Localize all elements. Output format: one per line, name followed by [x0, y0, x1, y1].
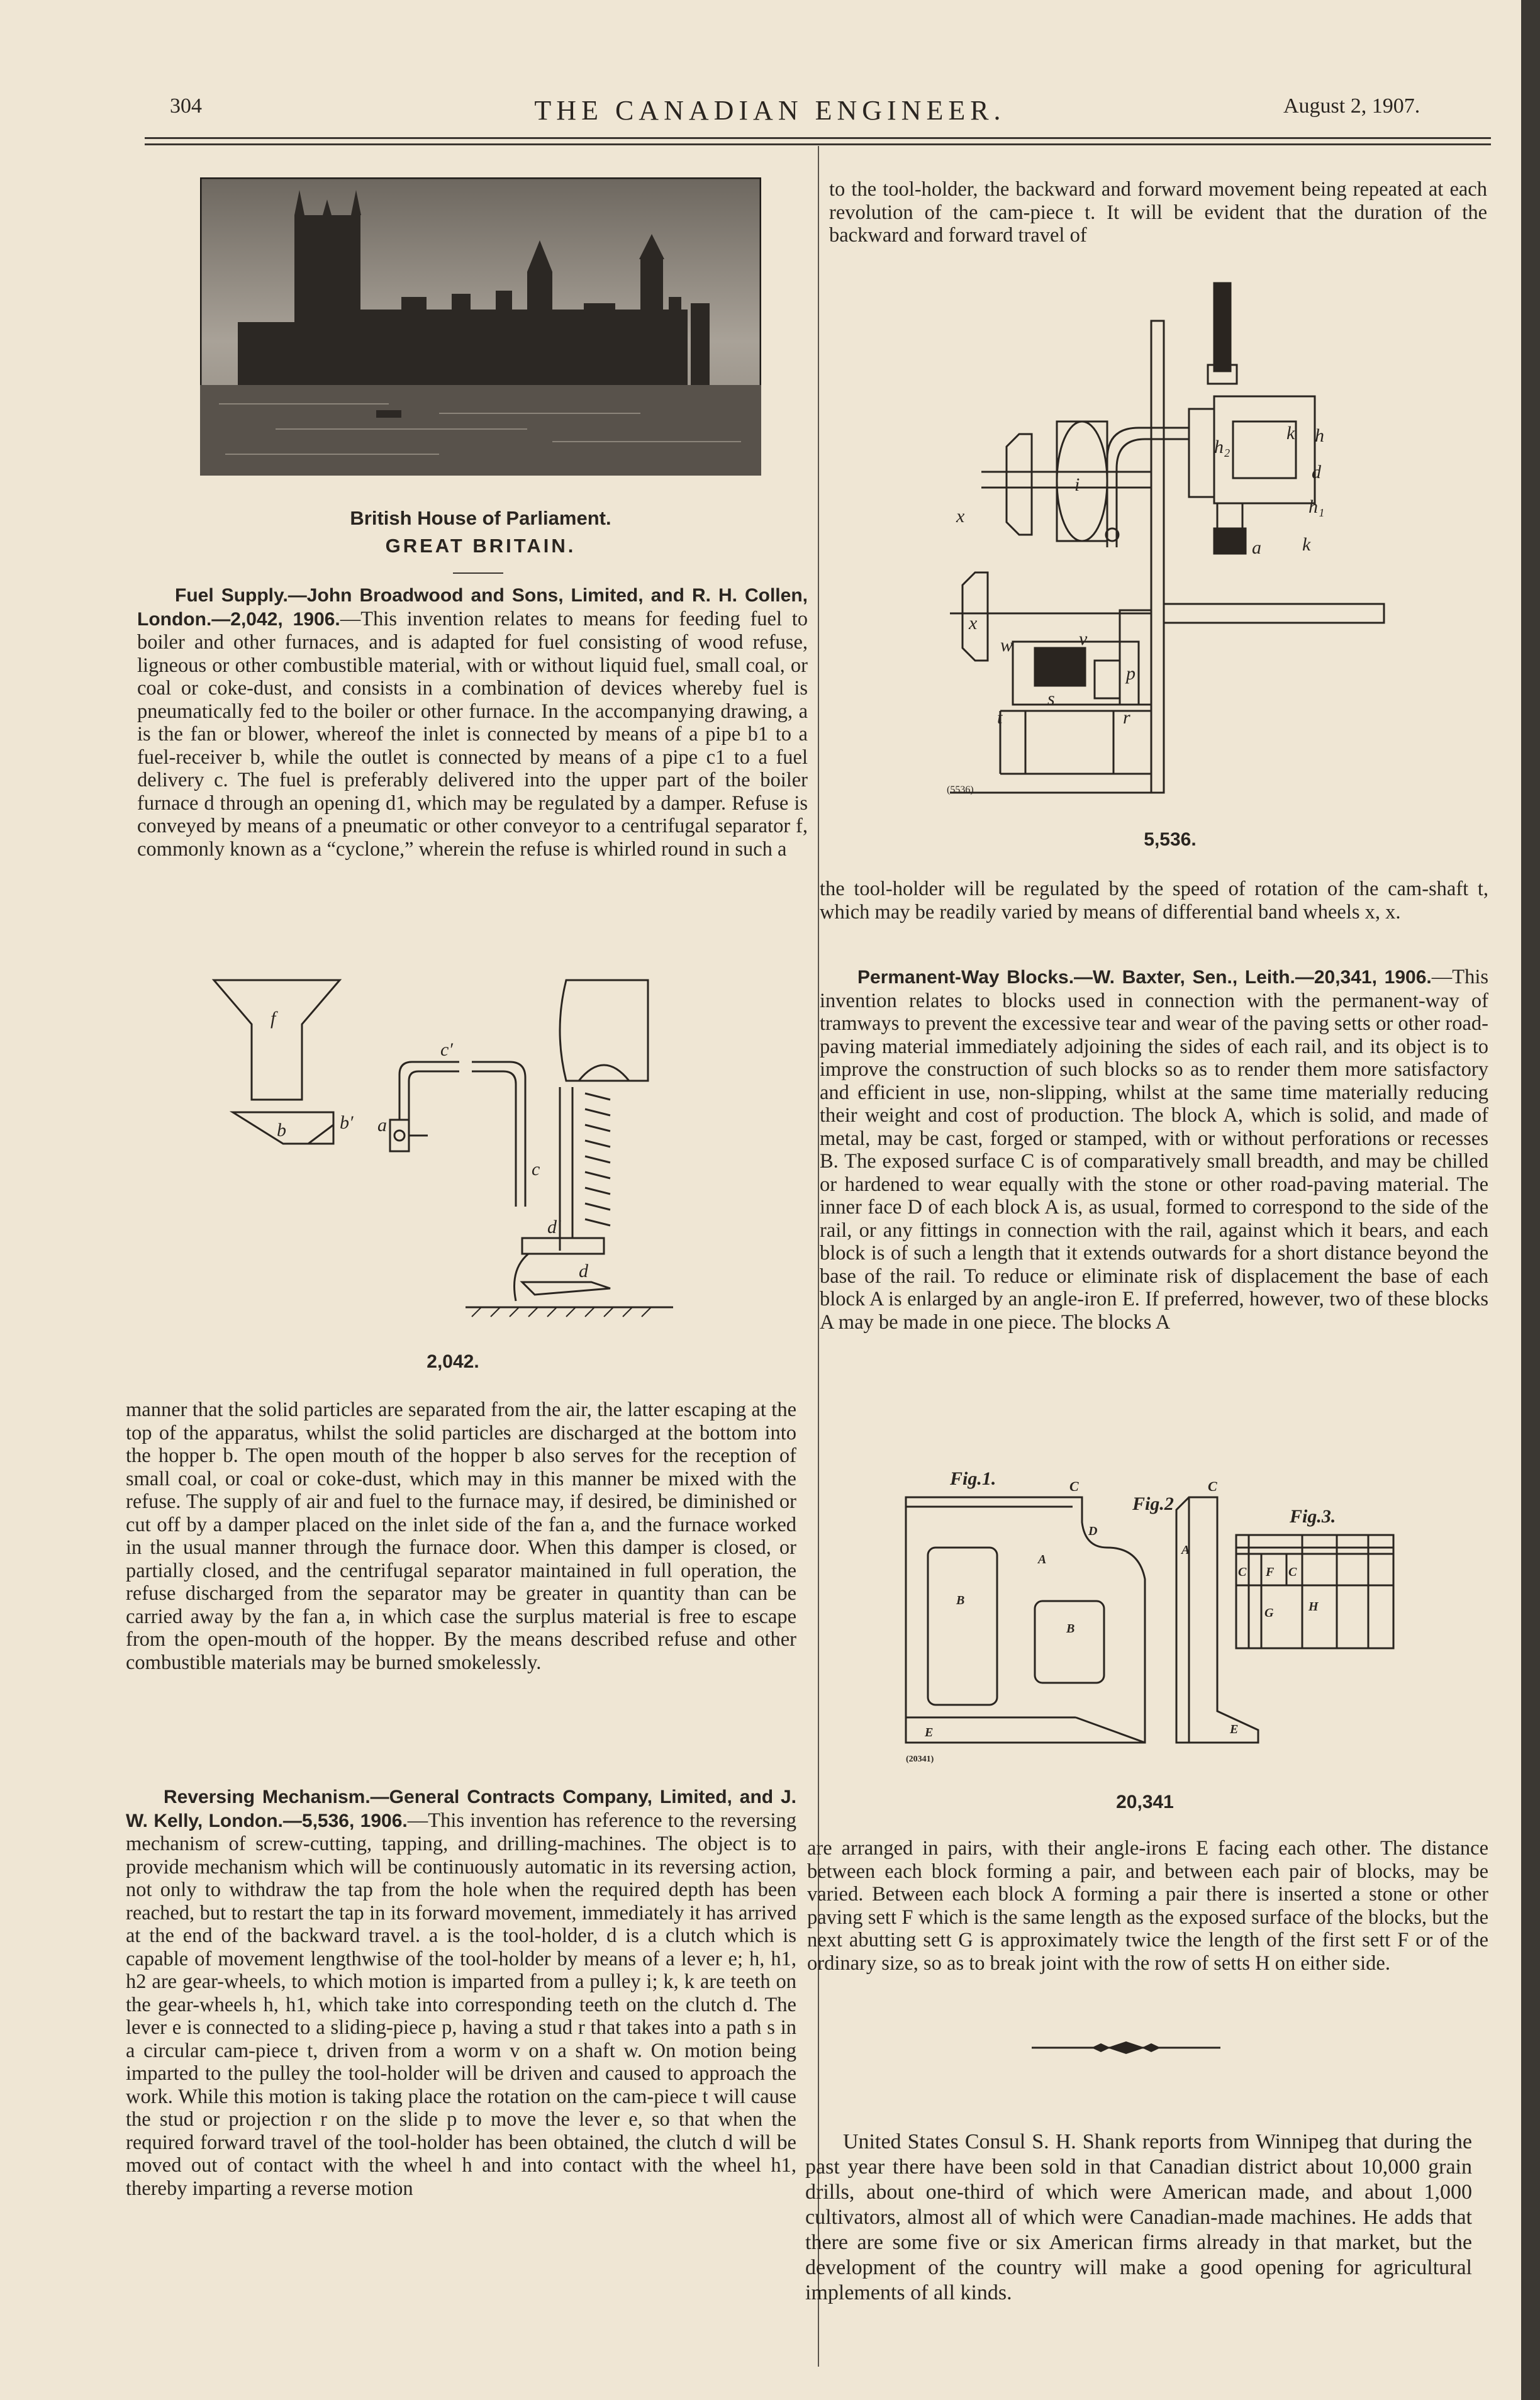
label-d1: d′ [547, 1217, 561, 1237]
figure-20341-blocks [900, 1466, 1434, 1780]
label-w: w [1000, 635, 1013, 656]
fig3-label: Fig.3. [1290, 1506, 1336, 1527]
consul-report-text: United States Consul S. H. Shank reports from Winnipeg that during the past year there have been sold in that Canadian district about 10,000 grain drills, about one-third of which were American made, and about 1,000 cultivators, almost all of which were Canadian-made machines. He adds that there are some five or six American firms already in that market, but the development of the country will make a good opening for agricultural implements of all kinds. [805, 2130, 1472, 2304]
reversing-mechanism-article [126, 1785, 796, 2200]
reversing-heading: Reversing Mechanism.—General Contracts Company, Limited, and J. W. Kelly, London.—5,536, 1906. [126, 1787, 796, 1831]
label-ref-5536: (5536) [947, 784, 974, 795]
label-g-fig3: G [1264, 1606, 1274, 1620]
permanent-way-heading: Permanent-Way Blocks.—W. Baxter, Sen., Leith.—20,341, 1906. [857, 967, 1432, 988]
fig2-label: Fig.2 [1132, 1493, 1174, 1514]
permanent-way-text-2: are arranged in pairs, with their angle-irons E facing each other. The distance between each block forming a pair, and between each pair of blocks, may be varied. Between each block A forming a pair there is inserted a stone or other paving sett F which is the same length as the exposed surface of the blocks, but the next abutting sett G is approximately twice the length of the first sett F or of the ordinary size, so as to break joint with the row of setts H on either side. [807, 1837, 1488, 1975]
figure-5536-reversing-mechanism [937, 271, 1390, 805]
label-d: d [1312, 462, 1321, 483]
label-b1: b′ [340, 1112, 354, 1133]
label-d: d [579, 1261, 588, 1281]
label-c-fig2: C [1208, 1478, 1217, 1494]
fuel-supply-article [137, 584, 808, 861]
label-p: p [1126, 663, 1135, 684]
label-r: r [1123, 707, 1130, 728]
figure-2042-fuel-feeder [208, 974, 698, 1326]
ornament-divider [1032, 2038, 1220, 2057]
label-i: i [1074, 474, 1080, 495]
column-divider [818, 146, 819, 2367]
label-k-bottom: k [1302, 534, 1311, 555]
reversing-text: —This invention has reference to the reversing mechanism of screw-cutting, tapping, and drilling-machines. The object is to provide mechanism which will be continuously automatic in its reversing action, not only to withdraw the tap from the hole when the required depth has been reached, but to restart the tap in its forward movement, immediately it has arrived at the end of the backward travel. a is the tool-holder, d is a clutch which is capable of movement lengthwise of the tool-holder by means of a lever e; h, h1, h2 are gear-wheels, to which motion is imparted from a pulley i; k, k are teeth on the gear-wheels h, h1, which take into corresponding teeth on the clutch d. The lever e is connected to a sliding-piece p, having a stud r that takes into a path s in a circular cam-piece t, driven from a worm v on a shaft w. On motion being imparted to the pulley the tool-holder will be driven and caused to approach the work. While this motion is taking place the rotation on the cam-piece t will cause the stud or projection r on the slide p to move the lever e, so that when the required forward travel of the tool-holder has been obtained, the clutch d will be moved out of contact with the wheel h and into contact with the wheel h1, thereby imparting a reverse motion [126, 1809, 796, 2200]
label-a-fig2: A [1181, 1543, 1190, 1557]
fig1-label: Fig.1. [950, 1468, 996, 1489]
label-f: f [271, 1008, 276, 1029]
fuel-supply-text-2: manner that the solid particles are separated from the air, the latter escaping at the top of the apparatus, whilst the solid particles are discharged at the bottom into the hopper b. The open mouth of the hopper b also serves for the reception of small coal, or coal or coke-dust, which may in this manner be mixed with the refuse. The supply of air and fuel to the furnace may, if desired, be diminished or cut off by a damper placed on the inlet side of the fan a, and the furnace worked in the usual manner through the furnace door. When this damper is closed, or partially closed, and the centrifugal separator maintained in full operation, the refuse discharged from the separator may be greater in quantity than can be carried away by the fan a, in which case the surplus material is free to escape from the open-mouth of the hopper. By the means described refuse and other combustible materials may be burned smokelessly. [126, 1398, 796, 1674]
page-edge [1521, 0, 1540, 2400]
issue-date: August 2, 1907. [1283, 94, 1420, 118]
label-s: s [1047, 688, 1055, 709]
figure-5536-number: 5,536. [1144, 829, 1197, 850]
page-number: 304 [170, 94, 202, 118]
permanent-way-continued [807, 1837, 1488, 1975]
permanent-way-article [820, 966, 1488, 1334]
label-c: c [532, 1159, 540, 1180]
label-t: t [997, 707, 1003, 728]
fuel-supply-heading: Fuel Supply.—John Broadwood and Sons, Limited, and R. H. Collen, London.—2,042, 1906. [137, 585, 808, 630]
photo-caption-country: GREAT BRITAIN. [385, 535, 576, 557]
reversing-continued-top [829, 178, 1487, 247]
figure-2042-number: 2,042. [427, 1351, 479, 1372]
label-c-fig3: C [1238, 1565, 1247, 1579]
label-v: v [1079, 628, 1088, 649]
label-e-fig1: E [925, 1726, 934, 1739]
fuel-supply-text-1: —This invention relates to means for feeding fuel to boiler and other furnaces, and is adapted for fuel consisting of wood refuse, ligneous or other combustible material, with or without liquid fuel, small coal, or coal or coke-dust, and consists in a combination of devices whereby fuel is pneumatically fed to the boiler or other furnace. In the accompanying drawing, a is the fan or blower, whereof the inlet is connected by means of a pipe b1 to a fuel-receiver b, while the outlet is connected by means of a pipe c1 to a fuel delivery c. The fuel is preferably delivered into the upper part of the boiler furnace d through an opening d1, which may be regulated by a damper. Refuse is conveyed by means of a pneumatic or other conveyor to a centrifugal separator f, commonly known as a “cyclone,” wherein the refuse is whirled round in such a [137, 607, 808, 861]
figure-20341-number: 20,341 [1116, 1792, 1174, 1812]
reversing-text-right-2: the tool-holder will be regulated by the speed of rotation of the cam-shaft t, which may be readily varied by means of differential band wheels x, x. [820, 878, 1488, 924]
reversing-text-right-1: to the tool-holder, the backward and forward movement being repeated at each revolution of the cam-piece t. It will be evident that the duration of the backward and forward travel of [829, 178, 1487, 247]
fuel-supply-continued [126, 1398, 796, 1674]
label-c1: c′ [440, 1039, 453, 1060]
label-a-fig1: A [1038, 1553, 1047, 1566]
label-h-fig3: H [1308, 1600, 1319, 1614]
photo-caption-title: British House of Parliament. [350, 507, 611, 529]
parliament-photo [200, 177, 761, 476]
label-b-left: B [956, 1593, 965, 1607]
label-b-right: B [1066, 1622, 1075, 1636]
label-e-fig2: E [1230, 1722, 1239, 1736]
header-rule-bottom [145, 143, 1491, 145]
label-b: b [277, 1120, 286, 1141]
label-a: a [1252, 537, 1261, 558]
label-ref-20341: (20341) [906, 1755, 934, 1764]
label-h1: h₁ [1308, 496, 1325, 517]
label-h: h [1315, 425, 1324, 446]
label-f-fig3: F [1266, 1565, 1275, 1579]
label-h2: h₂ [1214, 437, 1230, 457]
permanent-way-text-1: —This invention relates to blocks used in connection with the permanent-way of tramways to prevent the excessive tear and wear of the paving setts or other road-paving material immediately adjoining the sides of each rail, and its object is to improve the construction of such blocks so as to render them more satisfactory and efficient in use, non-slipping, whilst at the same time materially reducing their weight and cost of production. The block A, which is solid, and made of metal, may be cast, forged or stamped, with or without perforations or recesses B. The exposed surface C is of comparatively small breadth, and may be chilled or hardened to wear equally with the stone or other road-paving material. The inner face D of each block A is, as usual, formed to correspond to the side of the rail, or any fittings in connection with the rail, against which it bears, and each block is of such a length that it extends outwards for a short distance beyond the base of the rail. To reduce or eliminate risk of displacement the base of each block A is enlarged by an angle-iron E. If preferred, however, two of these blocks A may be made in one piece. The blocks A [820, 966, 1488, 1334]
label-x-bottom: x [969, 613, 978, 633]
caption-divider [453, 572, 503, 574]
label-c-fig1: C [1069, 1478, 1079, 1494]
label-d-fig1: D [1088, 1524, 1098, 1538]
label-x-top: x [956, 506, 965, 527]
label-c2-fig3: C [1288, 1565, 1297, 1579]
consul-report-article [805, 2129, 1472, 2306]
header-rule-top [145, 137, 1491, 139]
label-a: a [377, 1115, 387, 1136]
publication-title: THE CANADIAN ENGINEER. [534, 95, 1006, 126]
label-k-top: k [1286, 423, 1295, 444]
reversing-continued-bottom [820, 878, 1488, 924]
